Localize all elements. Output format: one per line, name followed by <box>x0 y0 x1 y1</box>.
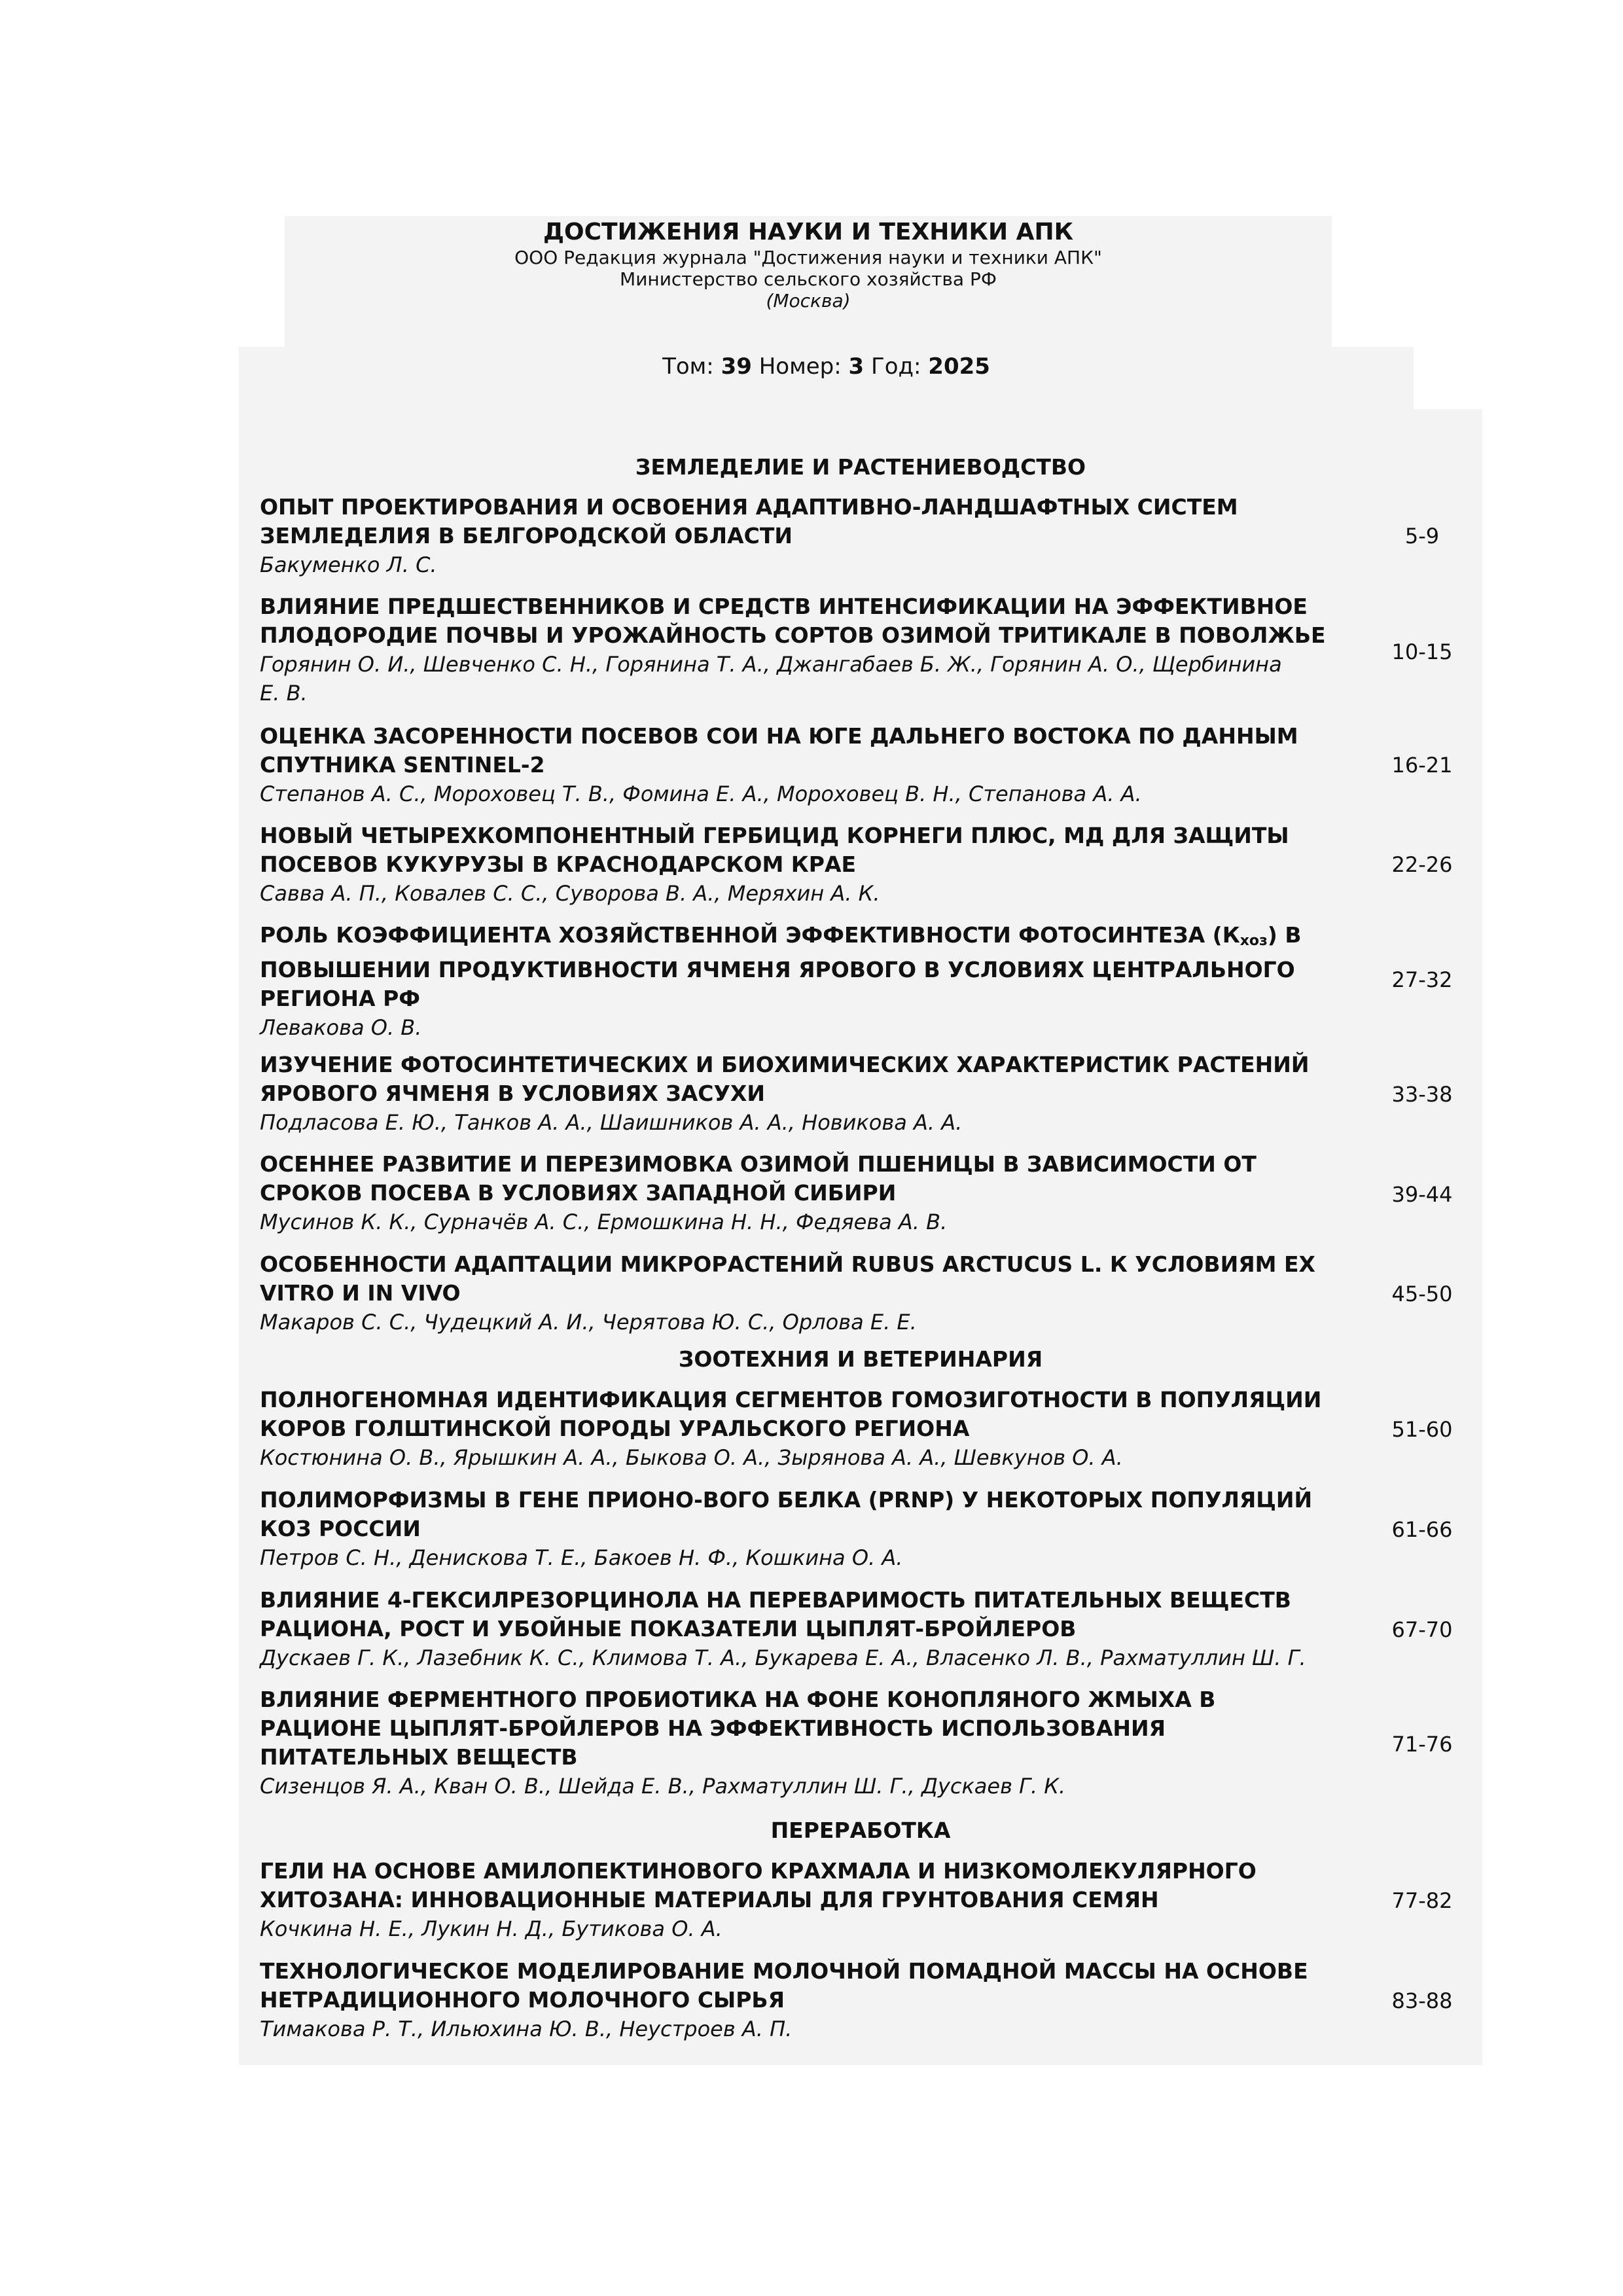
toc-entry[interactable] <box>260 1586 1372 1672</box>
toc-entry[interactable] <box>260 1250 1372 1336</box>
article-title-line: ИЗУЧЕНИЕ ФОТОСИНТЕТИЧЕСКИХ И БИОХИМИЧЕСКИХ ХАРАКТЕРИСТИК РАСТЕНИЙ <box>260 1052 1310 1077</box>
article-pages: 77-82 <box>1391 1888 1453 1913</box>
toc-entry[interactable] <box>260 1486 1372 1572</box>
article-authors: Мусинов К. К., Сурначёв А. С., Ермошкина Н. Н., Федяева А. В. <box>260 1210 948 1234</box>
article-pages: 16-21 <box>1391 753 1453 778</box>
toc-entry[interactable] <box>260 921 1372 1042</box>
article-title-line: ОСЕННЕЕ РАЗВИТИЕ И ПЕРЕЗИМОВКА ОЗИМОЙ ПШЕНИЦЫ В ЗАВИСИМОСТИ ОТ <box>260 1151 1257 1177</box>
year-value: 2025 <box>928 353 990 380</box>
article-pages: 83-88 <box>1391 1988 1453 2013</box>
article-authors: Дускаев Г. К., Лазебник К. С., Климова Т. А., Букарева Е. А., Власенко Л. В., Рахматуллин Ш. Г. <box>260 1645 1306 1670</box>
article-pages: 33-38 <box>1391 1082 1453 1107</box>
toc-entry[interactable] <box>260 1386 1372 1472</box>
article-title-line: ОЦЕНКА ЗАСОРЕННОСТИ ПОСЕВОВ СОИ НА ЮГЕ ДАЛЬНЕГО ВОСТОКА ПО ДАННЫМ <box>260 723 1298 749</box>
article-title-line: ЗЕМЛЕДЕЛИЯ В БЕЛГОРОДСКОЙ ОБЛАСТИ <box>260 523 793 548</box>
article-title-line: ПИТАТЕЛЬНЫХ ВЕЩЕСТВ <box>260 1744 578 1770</box>
toc-entry[interactable] <box>260 1150 1372 1236</box>
article-title-line: РОЛЬ КОЭФФИЦИЕНТА ХОЗЯЙСТВЕННОЙ ЭФФЕКТИВНОСТИ ФОТОСИНТЕЗА $(К_{хоз})$ В <box>260 922 1302 949</box>
article-authors: Макаров С. С., Чудецкий А. И., Черятова Ю. С., Орлова Е. Е. <box>260 1310 917 1335</box>
section-title: ЗООТЕХНИЯ И ВЕТЕРИНАРИЯ <box>678 1346 1043 1372</box>
toc-entry[interactable] <box>260 1685 1372 1801</box>
ministry-name: Министерство сельского хозяйства РФ <box>620 268 997 290</box>
toc-entry[interactable] <box>260 1050 1372 1137</box>
article-title-line: СРОКОВ ПОСЕВА В УСЛОВИЯХ ЗАПАДНОЙ СИБИРИ <box>260 1180 897 1206</box>
number-value: 3 <box>848 353 865 380</box>
article-authors: Петров С. Н., Денискова Т. Е., Бакоев Н. Ф., Кошкина О. А. <box>260 1545 903 1570</box>
number-label: Номер: <box>758 353 842 380</box>
toc-entry[interactable] <box>260 592 1372 708</box>
table-of-contents <box>239 409 1482 2065</box>
article-title-line: ПЛОДОРОДИЕ ПОЧВЫ И УРОЖАЙНОСТЬ СОРТОВ ОЗИМОЙ ТРИТИКАЛЕ В ПОВОЛЖЬЕ <box>260 622 1326 648</box>
volume-label: Том: <box>662 353 714 380</box>
section-title: ПЕРЕРАБОТКА <box>770 1818 951 1843</box>
article-authors: Тимакова Р. Т., Ильюхина Ю. В., Неустроев А. П. <box>260 2017 793 2041</box>
article-authors: Костюнина О. В., Ярышкин А. А., Быкова О. А., Зырянова А. А., Шевкунов О. А. <box>260 1445 1123 1470</box>
article-title-line: VITRO И IN VIVO <box>260 1280 461 1306</box>
article-title-line: РЕГИОНА РФ <box>260 986 420 1011</box>
article-pages: 39-44 <box>1391 1182 1453 1207</box>
article-authors: Горянин О. И., Шевченко С. Н., Горянина Т. А., Джангабаев Б. Ж., Горянин А. О., Щербинина <box>260 652 1282 677</box>
article-title-line: ВЛИЯНИЕ ПРЕДШЕСТВЕННИКОВ И СРЕДСТВ ИНТЕНСИФИКАЦИИ НА ЭФФЕКТИВНОЕ <box>260 594 1308 619</box>
article-authors: Бакуменко Л. С. <box>260 552 437 577</box>
article-pages: 71-76 <box>1391 1732 1453 1757</box>
article-pages: 27-32 <box>1391 967 1453 992</box>
article-authors: Степанов А. С., Мороховец Т. В., Фомина Е. А., Мороховец В. Н., Степанова А. А. <box>260 781 1142 806</box>
article-title-line: КОРОВ ГОЛШТИНСКОЙ ПОРОДЫ УРАЛЬСКОГО РЕГИОНА <box>260 1416 970 1441</box>
article-pages: 5-9 <box>1404 524 1440 548</box>
article-title-line: ЯРОВОГО ЯЧМЕНЯ В УСЛОВИЯХ ЗАСУХИ <box>260 1081 765 1106</box>
toc-entry[interactable] <box>260 493 1372 579</box>
article-title-line: ВЛИЯНИЕ ФЕРМЕНТНОГО ПРОБИОТИКА НА ФОНЕ КОНОПЛЯНОГО ЖМЫХА В <box>260 1687 1216 1712</box>
article-title-line: ХИТОЗАНА: ИННОВАЦИОННЫЕ МАТЕРИАЛЫ ДЛЯ ГРУНТОВАНИЯ СЕМЯН <box>260 1887 1159 1912</box>
year-label: Год: <box>870 353 921 380</box>
toc-entry[interactable] <box>260 1857 1372 1943</box>
article-title-line: ГЕЛИ НА ОСНОВЕ АМИЛОПЕКТИНОВОГО КРАХМАЛА И НИЗКОМОЛЕКУЛЯРНОГО <box>260 1858 1257 1884</box>
article-pages: 61-66 <box>1391 1517 1453 1542</box>
article-authors: Сизенцов Я. А., Кван О. В., Шейда Е. В., Рахматуллин Ш. Г., Дускаев Г. К. <box>260 1774 1066 1799</box>
article-pages: 10-15 <box>1391 639 1453 664</box>
volume-value: 39 <box>721 353 752 380</box>
article-pages: 22-26 <box>1391 852 1453 877</box>
article-title-line: ПОСЕВОВ КУКУРУЗЫ В КРАСНОДАРСКОМ КРАЕ <box>260 852 857 877</box>
article-title-line: ОПЫТ ПРОЕКТИРОВАНИЯ И ОСВОЕНИЯ АДАПТИВНО-ЛАНДШАФТНЫХ СИСТЕМ <box>260 494 1238 520</box>
issue-info <box>239 347 1414 409</box>
article-title-line: НЕТРАДИЦИОННОГО МОЛОЧНОГО СЫРЬЯ <box>260 1987 785 2013</box>
article-title-line: ПОВЫШЕНИИ ПРОДУКТИВНОСТИ ЯЧМЕНЯ ЯРОВОГО В УСЛОВИЯХ ЦЕНТРАЛЬНОГО <box>260 957 1295 982</box>
article-authors: Подласова Е. Ю., Танков А. А., Шаишников А. А., Новикова А. А. <box>260 1110 963 1135</box>
article-title-line: КОЗ РОССИИ <box>260 1516 421 1541</box>
article-title-line: РАЦИОНЕ ЦЫПЛЯТ-БРОЙЛЕРОВ НА ЭФФЕКТИВНОСТЬ ИСПОЛЬЗОВАНИЯ <box>260 1715 1166 1741</box>
toc-entry[interactable] <box>260 722 1372 808</box>
article-title-line: СПУТНИКА SENTINEL-2 <box>260 752 545 778</box>
city-name: (Москва) <box>766 290 851 312</box>
article-title-line: ПОЛИМОРФИЗМЫ В ГЕНЕ ПРИОНО-ВОГО БЕЛКА (PRNP) У НЕКОТОРЫХ ПОПУЛЯЦИЙ <box>260 1487 1313 1513</box>
publisher-name: ООО Редакция журнала "Достижения науки и техники АПК" <box>514 247 1102 268</box>
article-authors: Савва А. П., Ковалев С. С., Суворова В. А., Меряхин А. К. <box>260 881 880 906</box>
toc-entry[interactable] <box>260 821 1372 908</box>
journal-header <box>285 216 1332 347</box>
article-pages: 51-60 <box>1391 1417 1453 1442</box>
section-title: ЗЕМЛЕДЕЛИЕ И РАСТЕНИЕВОДСТВО <box>635 454 1086 480</box>
article-authors: Кочкина Н. Е., Лукин Н. Д., Бутикова О. А. <box>260 1916 722 1941</box>
article-authors: Левакова О. В. <box>260 1015 422 1040</box>
article-pages: 67-70 <box>1391 1617 1453 1642</box>
article-pages: 45-50 <box>1391 1282 1453 1306</box>
article-title-line: ТЕХНОЛОГИЧЕСКОЕ МОДЕЛИРОВАНИЕ МОЛОЧНОЙ ПОМАДНОЙ МАССЫ НА ОСНОВЕ <box>260 1958 1308 1984</box>
journal-title: ДОСТИЖЕНИЯ НАУКИ И ТЕХНИКИ АПК <box>543 219 1074 245</box>
article-title-line: ВЛИЯНИЕ 4-ГЕКСИЛРЕЗОРЦИНОЛА НА ПЕРЕВАРИМОСТЬ ПИТАТЕЛЬНЫХ ВЕЩЕСТВ <box>260 1587 1291 1613</box>
article-title-line: НОВЫЙ ЧЕТЫРЕХКОМПОНЕНТНЫЙ ГЕРБИЦИД КОРНЕГИ ПЛЮС, МД ДЛЯ ЗАЩИТЫ <box>260 823 1289 848</box>
article-title-line: РАЦИОНА, РОСТ И УБОЙНЫЕ ПОКАЗАТЕЛИ ЦЫПЛЯТ-БРОЙЛЕРОВ <box>260 1616 1077 1641</box>
article-title-line: ОСОБЕННОСТИ АДАПТАЦИИ МИКРОРАСТЕНИЙ RUBUS ARCTUCUS L. К УСЛОВИЯМ EX <box>260 1251 1315 1277</box>
toc-entry[interactable] <box>260 1957 1372 2043</box>
article-authors: Е. В. <box>260 681 308 706</box>
article-title-line: ПОЛНОГЕНОМНАЯ ИДЕНТИФИКАЦИЯ СЕГМЕНТОВ ГОМОЗИГОТНОСТИ В ПОПУЛЯЦИИ <box>260 1387 1322 1412</box>
